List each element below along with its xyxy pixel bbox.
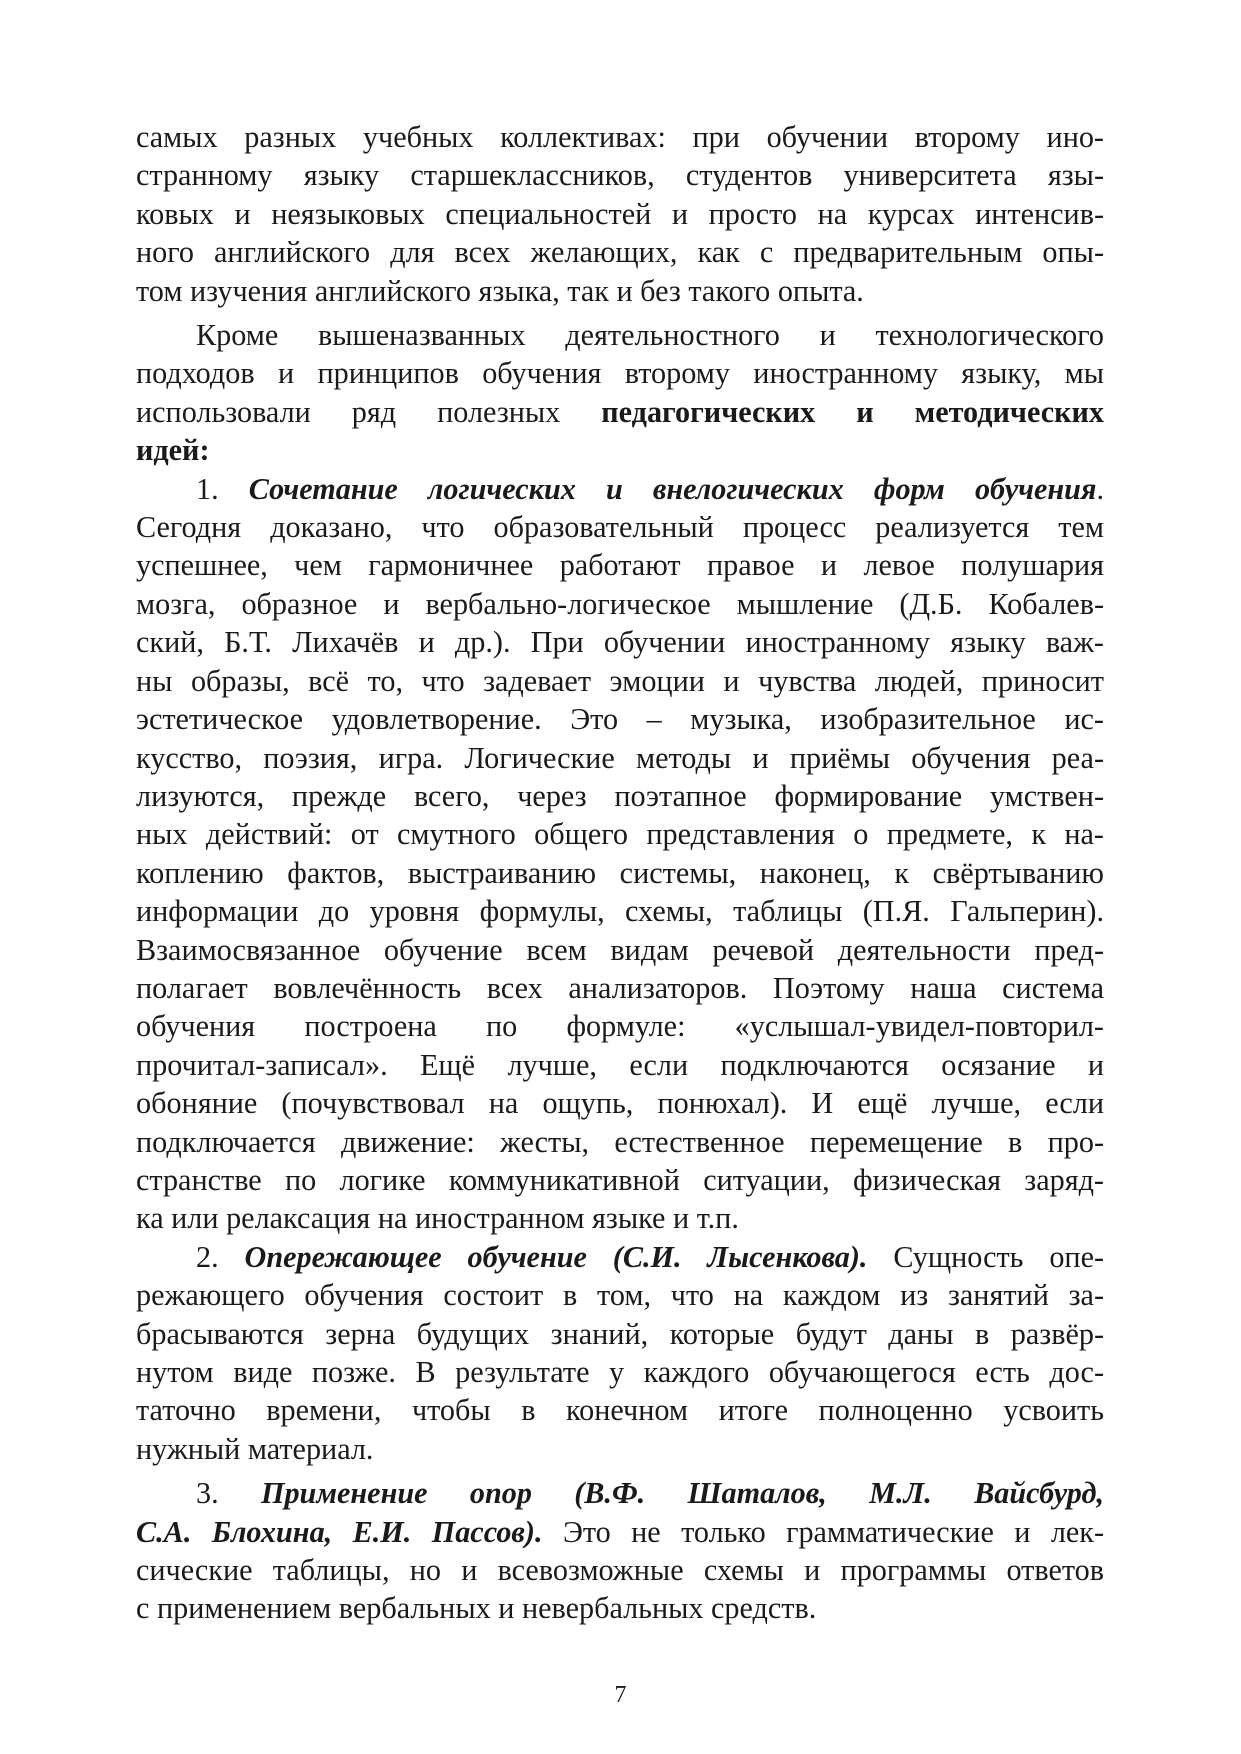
text-line: ного английского для всех желающих, как с предварительным опы- <box>136 235 1104 270</box>
text-line: информации до уровня формулы, схемы, таблицы (П.Я. Гальперин). <box>136 894 1104 929</box>
text-line: полагает вовлечённость всех анализаторов. Поэтому наша система <box>136 970 1104 1005</box>
text-line: кусство, поэзия, игра. Логические методы и приёмы обучения реа- <box>136 740 1104 775</box>
text-line: успешнее, чем гармоничнее работают правое и левое полушария <box>136 548 1104 583</box>
text-line <box>136 1513 1104 1551</box>
text-line: сические таблицы, но и всевозможные схемы и программы ответов <box>136 1553 1104 1588</box>
text-line: Взаимосвязанное обучение всем видам речевой деятельности пред- <box>136 932 1104 967</box>
text-line: таточно времени, чтобы в конечном итоге полноценно усвоить <box>136 1393 1104 1428</box>
list-item-2 <box>136 1238 1104 1468</box>
text-line: эстетическое удовлетворение. Это – музыка, изобразительное ис- <box>136 702 1104 737</box>
bold-text: педагогических и методических <box>601 394 1104 429</box>
title-period: . <box>1096 471 1104 506</box>
text-line: подключается движение: жесты, естественное перемещение в про- <box>136 1124 1104 1159</box>
text-line: странстве по логике коммуникативной ситуации, физическая заряд- <box>136 1162 1104 1197</box>
text-line: обучения построена по формуле: «услышал-увидел-повторил- <box>136 1009 1104 1044</box>
list-item-title: Опережающее обучение (С.И. Лысенкова). <box>244 1239 868 1274</box>
text-line: с применением вербальных и невербальных средств. <box>136 1591 817 1626</box>
list-item-heading <box>136 1238 1104 1276</box>
text-line: самых разных учебных коллективах: при обучении второму ино- <box>136 120 1104 154</box>
text-line: нутом виде позже. В результате у каждого обучающегося есть дос- <box>136 1355 1104 1389</box>
bold-text: идей: <box>136 433 210 468</box>
text-line: прочитал-записал». Ещё лучше, если подключаются осязание и <box>136 1047 1104 1082</box>
text-line: ковых и неязыковых специальностей и просто на курсах интенсив- <box>136 196 1104 231</box>
list-item-title: Применение опор (В.Ф. Шаталов, М.Л. Вайсбурд, <box>260 1476 1104 1511</box>
text-line: подходов и принципов обучения второму иностранному языку, мы <box>136 356 1104 391</box>
text-line: Кроме вышеназванных деятельностного и технологического <box>196 318 1104 353</box>
text-line: мозга, образное и вербально-логическое мышление (Д.Б. Кобалев- <box>136 586 1104 621</box>
text-line: ский, Б.Т. Лихачёв и др.). При обучении иностранному языку важ- <box>136 625 1104 660</box>
document-page <box>136 118 1104 1628</box>
text-fragment: Это не только грамматические и лек- <box>562 1514 1104 1549</box>
text-line: обоняние (почувствовал на ощупь, понюхал). И ещё лучше, если <box>136 1086 1104 1121</box>
text-line <box>136 393 1104 431</box>
list-item-heading <box>136 1474 1104 1512</box>
text-line: странному языку старшеклассников, студентов университета язы- <box>136 158 1104 193</box>
list-item-3 <box>136 1474 1104 1628</box>
paragraph-ideas <box>136 316 1104 470</box>
text-line: Сегодня доказано, что образовательный процесс реализуется тем <box>136 510 1104 545</box>
text-line: нужный материал. <box>136 1431 374 1466</box>
list-item-title: С.А. Блохина, Е.И. Пассов). <box>136 1514 543 1549</box>
text-fragment: использовали ряд полезных <box>136 394 561 429</box>
text-line: ных действий: от смутного общего представления о предмете, к на- <box>136 817 1104 852</box>
text-line: лизуются, прежде всего, через поэтапное формирование умствен- <box>136 778 1104 813</box>
list-item-title: Сочетание логических и внелогических форм обучения <box>248 471 1097 506</box>
text-line: ны образы, всё то, что задевает эмоции и чувства людей, приносит <box>136 663 1104 698</box>
text-line: коплению фактов, выстраиванию системы, наконец, к свёртыванию <box>136 855 1104 890</box>
list-item-1 <box>136 470 1104 1238</box>
list-item-heading <box>136 470 1104 508</box>
text-line: том изучения английского языка, так и без такого опыта. <box>136 273 864 308</box>
text-line: ка или релаксация на иностранном языке и т.п. <box>136 1201 739 1236</box>
text-line: брасываются зерна будущих знаний, которые будут даны в развёр- <box>136 1316 1104 1351</box>
list-number: 2. <box>196 1239 219 1274</box>
paragraph-intro <box>136 118 1104 310</box>
page-number: 7 <box>614 1682 627 1708</box>
text-fragment: Сущность опе- <box>893 1239 1105 1274</box>
list-number: 1. <box>196 471 219 506</box>
list-number: 3. <box>196 1476 219 1511</box>
text-line: режающего обучения состоит в том, что на каждом из занятий за- <box>136 1278 1104 1313</box>
